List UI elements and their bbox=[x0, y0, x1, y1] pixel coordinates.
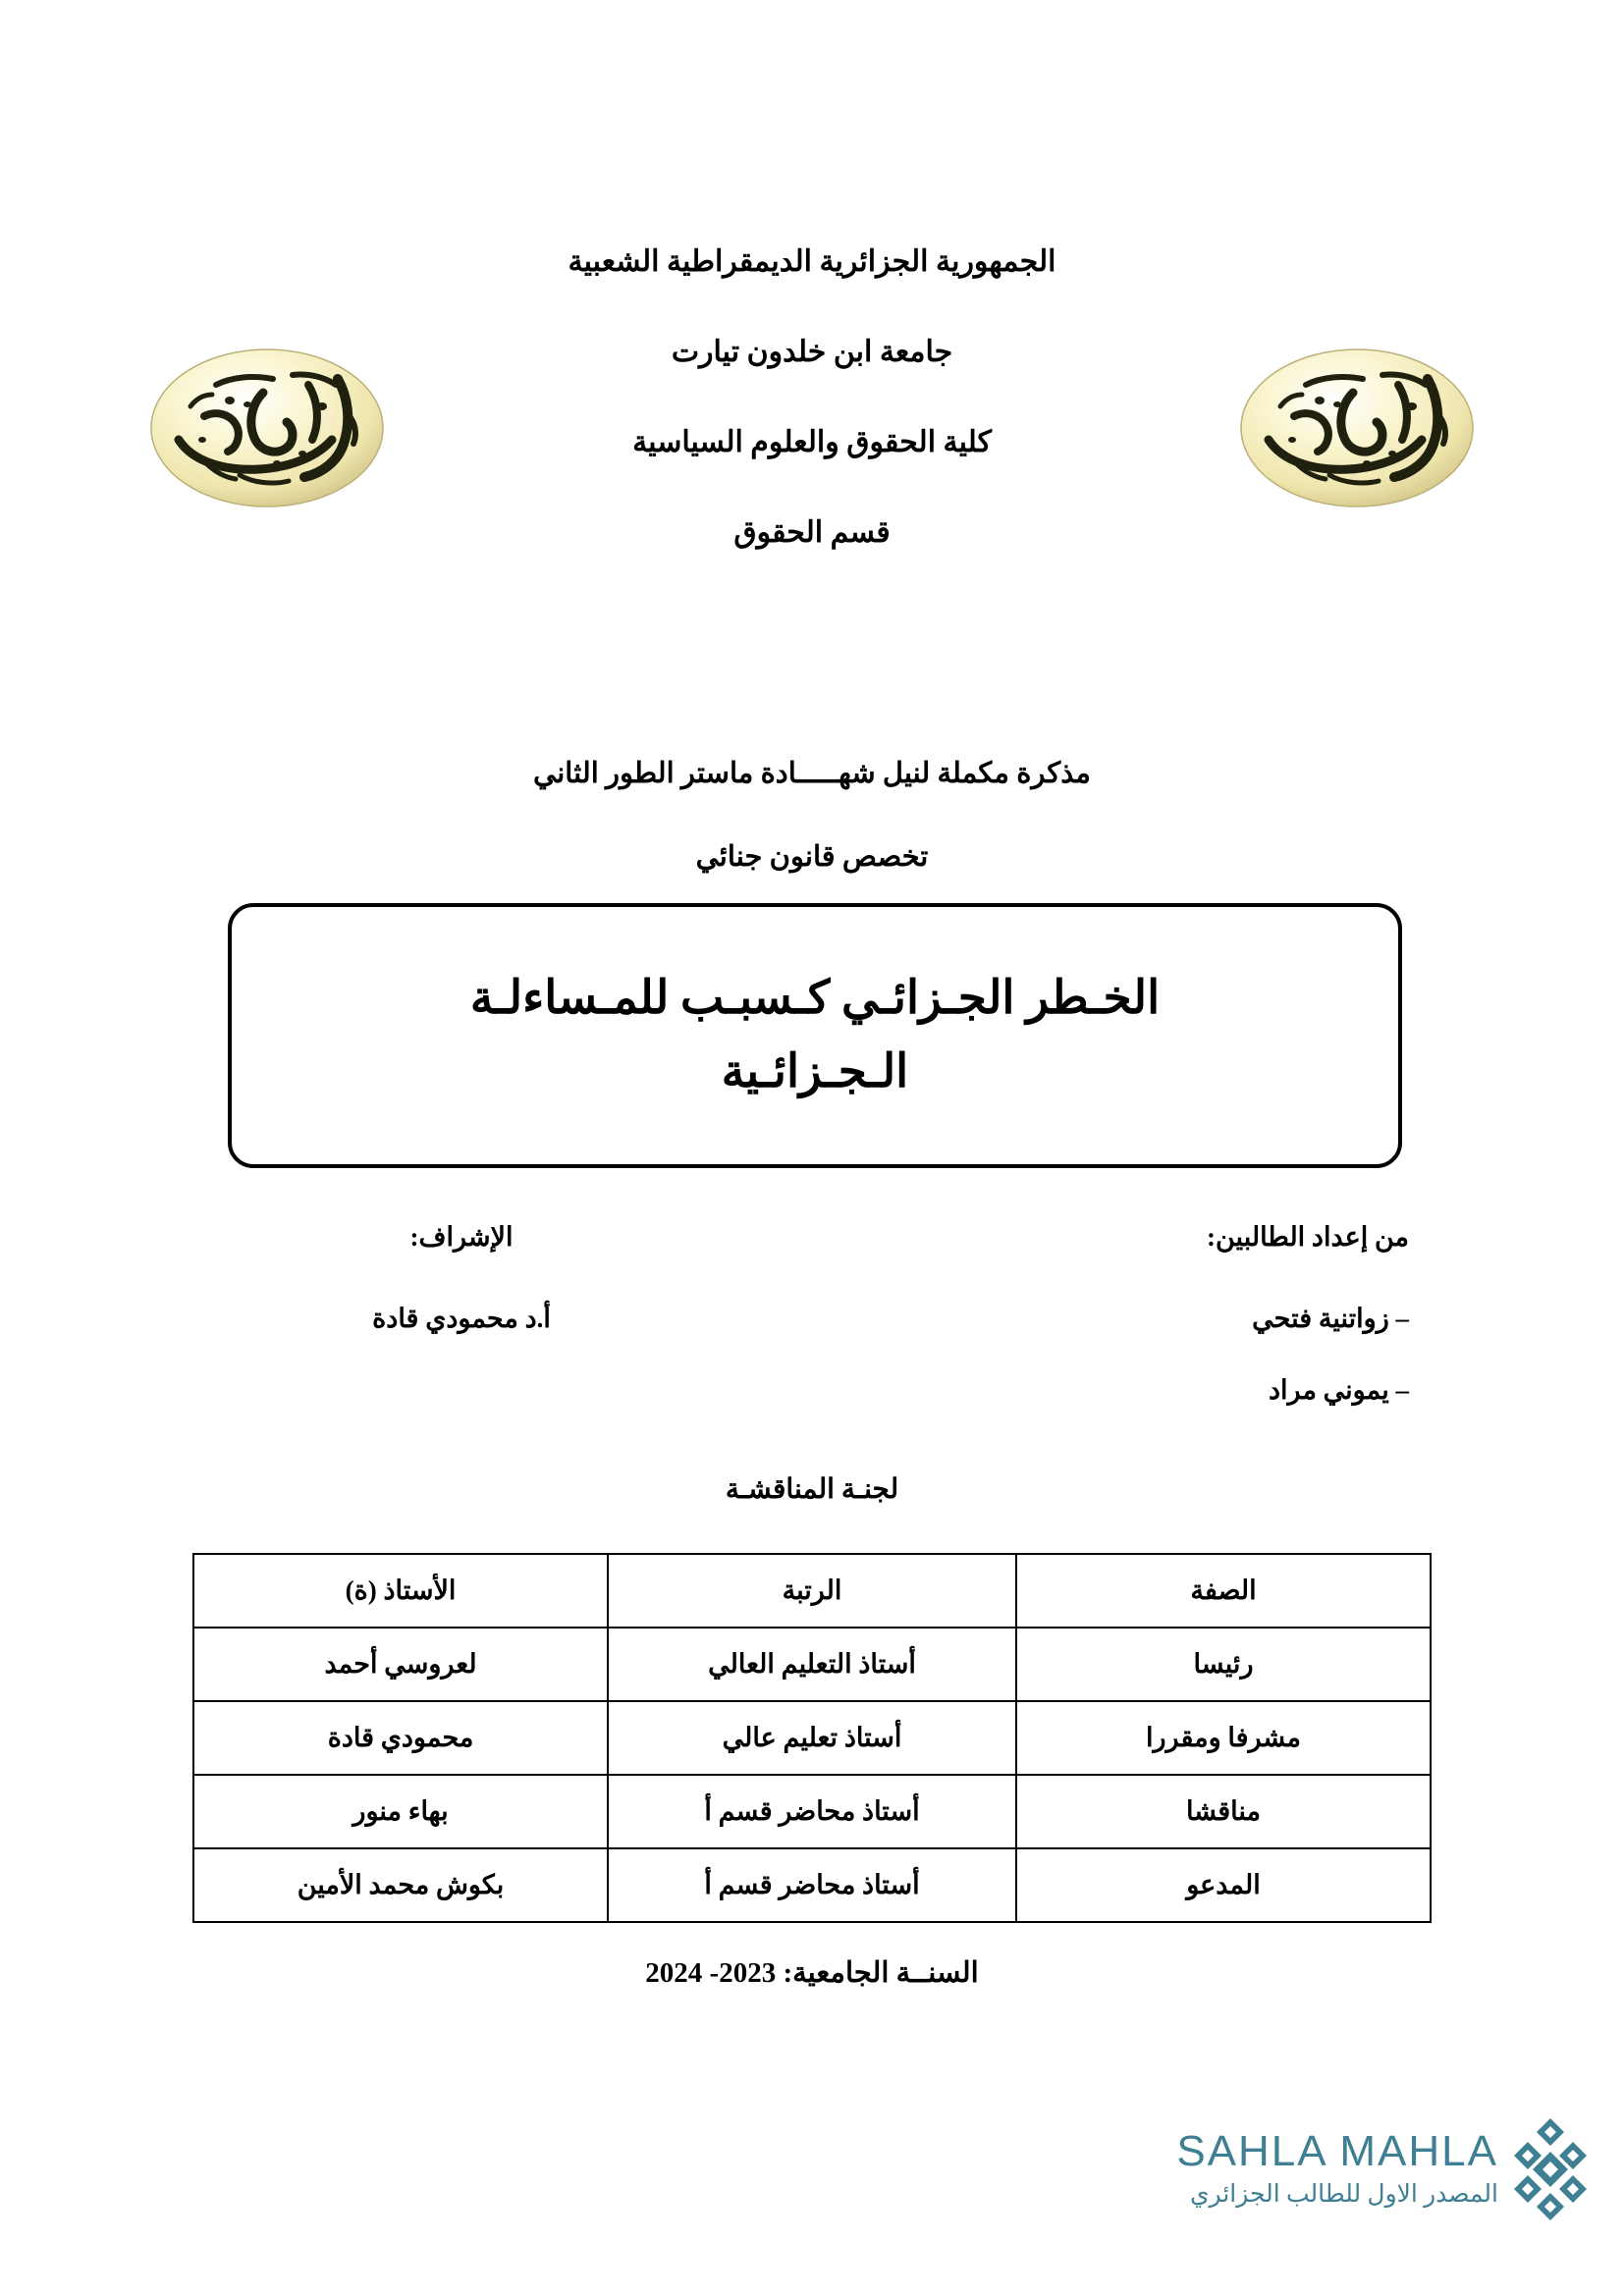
jury-name-1: لعروسي أحمد bbox=[193, 1628, 608, 1701]
table-header-row bbox=[193, 1554, 1431, 1628]
thesis-title-line-1: الخـطر الجـزائـي كـسبـب للمـساءلـة bbox=[469, 972, 1161, 1024]
sahla-mahla-watermark bbox=[1141, 2118, 1593, 2246]
table-row bbox=[193, 1701, 1431, 1775]
student-name-1: – زواتنية فتحي bbox=[1252, 1304, 1409, 1333]
jury-rank-2: أستاذ تعليم عالي bbox=[608, 1701, 1016, 1775]
supervisor-name: أ.د محمودي قادة bbox=[372, 1304, 551, 1333]
authorship-row bbox=[0, 1222, 1624, 1438]
column-header-name: الأستاذ (ة) bbox=[193, 1554, 608, 1628]
diamond-lattice-icon bbox=[1508, 2118, 1593, 2220]
thesis-title-line-2: الـجـزائـية bbox=[721, 1046, 909, 1097]
jury-name-4: بكوش محمد الأمين bbox=[193, 1848, 608, 1922]
jury-heading: لجنـة المناقشـة bbox=[725, 1474, 899, 1505]
column-header-rank: الرتبة bbox=[608, 1554, 1016, 1628]
degree-line-specialization: تخصص قانون جنائي bbox=[695, 841, 929, 873]
jury-rank-3: أستاذ محاضر قسم أ bbox=[608, 1775, 1016, 1848]
header-line-department: قسم الحقوق bbox=[733, 516, 891, 549]
degree-line-master: مذكرة مكملة لنيل شهـــــادة ماستر الطور الثاني bbox=[533, 758, 1091, 789]
jury-role-1: رئيسا bbox=[1016, 1628, 1431, 1701]
jury-rank-1: أستاذ التعليم العالي bbox=[608, 1628, 1016, 1701]
university-logo-right bbox=[1235, 346, 1479, 510]
students-block bbox=[1065, 1222, 1409, 1406]
jury-name-3: بهاء منور bbox=[193, 1775, 608, 1848]
thesis-title-box bbox=[228, 903, 1402, 1168]
supervisor-block bbox=[314, 1222, 609, 1334]
degree-statement bbox=[0, 756, 1624, 874]
students-heading: من إعداد الطالبين: bbox=[1207, 1222, 1409, 1252]
table-row bbox=[193, 1848, 1431, 1922]
table-row bbox=[193, 1775, 1431, 1848]
jury-role-4: المدعو bbox=[1016, 1848, 1431, 1922]
jury-table bbox=[192, 1553, 1432, 1923]
jury-name-2: محمودي قادة bbox=[193, 1701, 608, 1775]
header-line-country: الجمهورية الجزائرية الديمقراطية الشعبية bbox=[568, 245, 1056, 278]
header-line-faculty: كلية الحقوق والعلوم السياسية bbox=[632, 426, 992, 458]
student-name-2: – يموني مراد bbox=[1269, 1375, 1409, 1405]
header-line-university: جامعة ابن خلدون تيارت bbox=[671, 336, 953, 368]
table-row bbox=[193, 1628, 1431, 1701]
jury-role-2: مشرفا ومقررا bbox=[1016, 1701, 1431, 1775]
jury-role-3: مناقشا bbox=[1016, 1775, 1431, 1848]
column-header-role: الصفة bbox=[1016, 1554, 1431, 1628]
watermark-tagline: المصدر الاول للطالب الجزائري bbox=[1189, 2181, 1498, 2208]
university-logo-left bbox=[145, 346, 389, 510]
watermark-brand-name: SAHLA MAHLA bbox=[1176, 2127, 1498, 2175]
academic-year: السنــة الجامعية: 2023- 2024 bbox=[645, 1957, 979, 1989]
jury-rank-4: أستاذ محاضر قسم أ bbox=[608, 1848, 1016, 1922]
supervisor-heading: الإشراف: bbox=[409, 1222, 514, 1252]
